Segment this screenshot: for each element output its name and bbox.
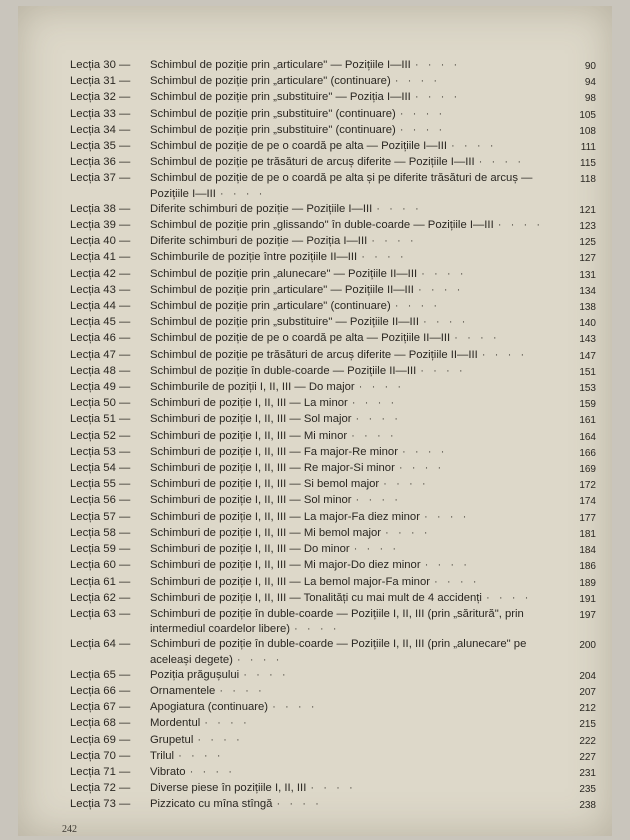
dot-leader: · · · · <box>376 202 422 215</box>
dot-leader: · · · · <box>414 91 461 104</box>
lesson-title-text: Schimburi de poziție I, II, III — Sol major <box>150 413 352 426</box>
page-ref: 191 <box>579 593 596 605</box>
page-ref: 159 <box>579 399 596 411</box>
lesson-title-text: Schimburile de poziție între pozițiile II—III <box>150 251 358 264</box>
lesson-title <box>150 155 568 170</box>
dot-leader: · · · · <box>423 510 470 523</box>
page-ref: 172 <box>579 480 596 492</box>
lesson-title <box>150 74 568 89</box>
dot-leader: · · · · <box>424 559 471 572</box>
toc-entry <box>70 429 596 445</box>
lesson-number: Lecția 40 — <box>70 235 131 248</box>
dot-leader: · · · · <box>497 219 544 232</box>
dot-leader: · · · · <box>383 478 429 491</box>
dot-leader: · · · · <box>420 364 466 377</box>
lesson-number: Lecția 30 — <box>70 59 131 71</box>
toc-entry <box>70 202 596 218</box>
lesson-title-text: Apogiatura (continuare) <box>150 701 269 714</box>
page-ref: 140 <box>579 318 596 330</box>
lesson-title <box>150 123 568 138</box>
page-ref: 235 <box>579 784 596 796</box>
dot-leader: · · · · <box>485 591 532 604</box>
lesson-title <box>150 331 568 346</box>
dot-leader: · · · · <box>371 235 417 248</box>
page-ref: 189 <box>579 577 596 589</box>
lesson-title-text: Schimbul de poziție prin „articulare" — Pozițiile II—III <box>150 283 414 296</box>
dot-leader: · · · · <box>398 462 445 475</box>
lesson-title-text: Schimbul de poziție pe trăsături de arcuș diferite — Pozițiile II—III <box>150 348 478 361</box>
page-ref: 207 <box>579 686 596 698</box>
lesson-title-text: Schimburi de poziție I, II, III — Tonalități cu mai mult de 4 accidenți <box>150 591 482 604</box>
page-ref: 118 <box>580 174 596 186</box>
page-ref: 204 <box>579 670 596 682</box>
lesson-title <box>150 558 568 573</box>
lesson-title-text: Poziția prăgușului <box>150 668 240 681</box>
toc-entry <box>70 733 596 749</box>
toc-entry <box>70 234 596 250</box>
page-ref: 121 <box>579 204 596 216</box>
dot-leader: · · · · <box>422 316 469 329</box>
lesson-title-text: Schimbul de poziție prin „substituire" — Pozițiile II—III <box>150 316 419 329</box>
dot-leader: · · · · <box>399 123 446 136</box>
lesson-number: Lecția 38 — <box>70 202 131 215</box>
lesson-title-text: Pizzicato cu mîna stîngă <box>150 798 273 811</box>
lesson-title <box>150 364 568 379</box>
lesson-number: Lecția 66 — <box>70 684 131 697</box>
lesson-number: Lecția 45 — <box>70 316 131 329</box>
lesson-title-text: Schimburi de poziție în duble-coarde — Pozițiile I, II, III (prin „alunecare" pe aceleași degete) <box>150 638 527 666</box>
lesson-number: Lecția 36 — <box>70 156 131 169</box>
page-ref: 166 <box>579 447 596 459</box>
lesson-title <box>150 684 568 699</box>
page-ref: 181 <box>579 528 596 540</box>
lesson-number: Lecția 68 — <box>70 717 131 730</box>
toc-entry <box>70 139 596 155</box>
dot-leader: · · · · <box>454 332 500 345</box>
lesson-title-text: Schimbul de poziție prin „alunecare" — Pozițiile II—III <box>150 267 418 280</box>
lesson-title <box>150 380 568 395</box>
book-page <box>18 6 612 836</box>
dot-leader: · · · · <box>189 765 236 778</box>
lesson-number: Lecția 32 — <box>70 91 131 104</box>
lesson-title <box>150 299 568 314</box>
toc-entry <box>70 315 596 331</box>
lesson-title <box>150 315 568 330</box>
lesson-number: Lecția 63 — <box>70 607 131 620</box>
page-ref: 94 <box>584 77 596 89</box>
lesson-title-text: Schimbul de poziție prin „substituire" — Poziția I—III <box>150 91 411 104</box>
lesson-title-text: Ornamentele <box>150 684 216 697</box>
lesson-title <box>150 58 568 73</box>
page-ref: 108 <box>579 125 596 137</box>
toc-entry <box>70 107 596 123</box>
toc-entry <box>70 716 596 732</box>
lesson-number: Lecția 42 — <box>70 267 131 280</box>
page-ref: 215 <box>579 719 596 731</box>
dot-leader: · · · · <box>399 107 446 120</box>
lesson-title <box>150 202 568 217</box>
page-ref: 90 <box>584 61 596 72</box>
dot-leader: · · · · <box>358 381 405 394</box>
lesson-title <box>150 607 568 637</box>
lesson-title-text: Schimburi de poziție I, II, III — Fa major-Re minor <box>150 445 398 458</box>
lesson-title-text: Schimburi de poziție I, II, III — La major-Fa diez minor <box>150 510 420 523</box>
lesson-title <box>150 348 568 363</box>
page-ref: 222 <box>579 735 596 747</box>
page-ref: 200 <box>579 640 596 652</box>
dot-leader: · · · · <box>478 156 525 169</box>
lesson-number: Lecția 48 — <box>70 364 131 377</box>
lesson-number: Lecția 64 — <box>70 638 131 651</box>
lesson-title-text: Schimbul de poziție de pe o coardă pe alta — Pozițiile II—III <box>150 332 451 345</box>
page-number: 242 <box>62 824 77 835</box>
toc-entry <box>70 445 596 461</box>
lesson-title-text: Schimburi de poziție I, II, III — Sol minor <box>150 494 352 507</box>
table-of-contents <box>70 58 596 814</box>
lesson-title-text: Schimburi de poziție I, II, III — Re major-Si minor <box>150 462 395 475</box>
dot-leader: · · · · <box>310 782 356 795</box>
toc-entry <box>70 396 596 412</box>
lesson-title <box>150 107 568 122</box>
lesson-number: Lecția 69 — <box>70 733 131 746</box>
toc-entry <box>70 591 596 607</box>
toc-entry <box>70 364 596 380</box>
lesson-title <box>150 591 568 606</box>
page-ref: 161 <box>579 415 596 427</box>
lesson-title-text: Mordentul <box>150 717 201 730</box>
toc-entry <box>70 412 596 428</box>
lesson-title <box>150 510 568 525</box>
toc-entry <box>70 267 596 283</box>
page-ref: 227 <box>579 751 596 763</box>
toc-entry <box>70 58 596 74</box>
lesson-title <box>150 765 568 780</box>
lesson-number: Lecția 47 — <box>70 348 131 361</box>
lesson-title <box>150 171 568 201</box>
lesson-title <box>150 445 568 460</box>
toc-entry <box>70 155 596 171</box>
toc-entry <box>70 461 596 477</box>
lesson-number: Lecția 72 — <box>70 782 131 795</box>
lesson-title-text: Trilul <box>150 749 175 762</box>
lesson-number: Lecția 37 — <box>70 172 131 185</box>
dot-leader: · · · · <box>401 445 448 458</box>
lesson-title-text: Diverse piese în pozițiile I, II, III <box>150 782 307 795</box>
toc-entry <box>70 749 596 765</box>
lesson-number: Lecția 34 — <box>70 123 131 136</box>
lesson-title-text: Schimburi de poziție I, II, III — Mi bemol major <box>150 526 382 539</box>
dot-leader: · · · · <box>243 668 289 681</box>
toc-entry <box>70 348 596 364</box>
lesson-title-text: Schimburi de poziție I, II, III — La bemol major-Fa minor <box>150 575 431 588</box>
toc-entry <box>70 684 596 700</box>
dot-leader: · · · · <box>178 749 224 762</box>
toc-entry <box>70 299 596 315</box>
dot-leader: · · · · <box>355 494 402 507</box>
page-ref: 115 <box>580 158 596 170</box>
lesson-number: Lecția 43 — <box>70 283 131 296</box>
lesson-title-text: Grupetul <box>150 733 194 746</box>
toc-entry <box>70 797 596 813</box>
toc-entry <box>70 526 596 542</box>
page-ref: 111 <box>580 142 596 154</box>
lesson-title <box>150 797 568 812</box>
lesson-title <box>150 700 568 715</box>
toc-entry <box>70 90 596 106</box>
dot-leader: · · · · <box>294 623 340 636</box>
page-ref: 177 <box>579 512 596 524</box>
lesson-title-text: Schimburi de poziție I, II, III — Si bemol major <box>150 478 380 491</box>
lesson-number: Lecția 61 — <box>70 575 131 588</box>
dot-leader: · · · · <box>351 397 398 410</box>
lesson-title-text: Schimburile de poziții I, II, III — Do major <box>150 381 355 394</box>
lesson-title <box>150 716 568 731</box>
lesson-title-text: Schimbul de poziție prin „substituire" (continuare) <box>150 123 396 136</box>
page-ref: 238 <box>579 800 596 812</box>
dot-leader: · · · · <box>451 140 497 153</box>
lesson-title <box>150 526 568 541</box>
page-ref: 98 <box>584 93 596 105</box>
lesson-number: Lecția 49 — <box>70 381 131 394</box>
page-ref: 125 <box>579 237 596 249</box>
lesson-number: Lecția 46 — <box>70 332 131 345</box>
lesson-number: Lecția 41 — <box>70 251 131 264</box>
lesson-title-text: Schimbul de poziție prin „articulare" — Pozițiile I—III <box>150 59 411 71</box>
dot-leader: · · · · <box>276 798 322 811</box>
lesson-title <box>150 234 568 249</box>
lesson-number: Lecția 53 — <box>70 445 131 458</box>
lesson-number: Lecția 52 — <box>70 429 131 442</box>
lesson-title <box>150 733 568 748</box>
dot-leader: · · · · <box>204 717 250 730</box>
lesson-number: Lecția 35 — <box>70 140 131 153</box>
dot-leader: · · · · <box>351 429 397 442</box>
lesson-title <box>150 250 568 265</box>
lesson-title <box>150 139 568 154</box>
dot-leader: · · · · <box>353 543 400 556</box>
lesson-number: Lecția 44 — <box>70 300 131 313</box>
dot-leader: · · · · <box>355 413 402 426</box>
lesson-number: Lecția 51 — <box>70 413 131 426</box>
lesson-title <box>150 396 568 411</box>
lesson-title-text: Diferite schimburi de poziție — Poziția I—III <box>150 235 368 248</box>
page-ref: 231 <box>579 767 596 779</box>
page-ref: 131 <box>579 269 596 281</box>
page-ref: 212 <box>579 703 596 715</box>
page-ref: 164 <box>579 431 596 443</box>
toc-entry <box>70 123 596 139</box>
lesson-title <box>150 575 568 590</box>
lesson-title <box>150 218 568 233</box>
dot-leader: · · · · <box>385 526 431 539</box>
page-ref: 197 <box>579 609 596 621</box>
lesson-number: Lecția 54 — <box>70 462 131 475</box>
lesson-title-text: Schimbul de poziție de pe o coardă pe alta și pe diferite trăsături de arcuș — Pozițiile I—III <box>150 172 533 200</box>
dot-leader: · · · · <box>417 283 464 296</box>
toc-entry <box>70 250 596 266</box>
lesson-number: Lecția 33 — <box>70 107 131 120</box>
lesson-title <box>150 429 568 444</box>
toc-entry <box>70 765 596 781</box>
dot-leader: · · · · <box>481 348 528 361</box>
dot-leader: · · · · <box>219 187 266 200</box>
lesson-title <box>150 412 568 427</box>
lesson-number: Lecția 67 — <box>70 701 131 714</box>
page-ref: 138 <box>579 302 596 314</box>
toc-entry <box>70 575 596 591</box>
page-ref: 174 <box>579 496 596 508</box>
lesson-title <box>150 668 568 683</box>
lesson-title-text: Schimburi de poziție în duble-coarde — Pozițiile I, II, III (prin „săritură", prin intermediul coardelor libere) <box>150 607 524 636</box>
page-ref: 153 <box>579 383 596 395</box>
lesson-title-text: Schimbul de poziție prin „articulare" (continuare) <box>150 300 391 313</box>
lesson-title-text: Diferite schimburi de poziție — Pozițiile I—III <box>150 202 373 215</box>
lesson-number: Lecția 57 — <box>70 510 131 523</box>
page-ref: 105 <box>579 109 596 121</box>
dot-leader: · · · · <box>361 251 407 264</box>
lesson-number: Lecția 70 — <box>70 749 131 762</box>
lesson-title-text: Schimburi de poziție I, II, III — Mi major-Do diez minor <box>150 559 421 572</box>
page-ref: 147 <box>579 350 596 362</box>
toc-entry <box>70 171 596 201</box>
page-ref: 184 <box>579 545 596 557</box>
toc-entry <box>70 331 596 347</box>
lesson-title <box>150 477 568 492</box>
lesson-number: Lecția 65 — <box>70 668 131 681</box>
lesson-number: Lecția 73 — <box>70 798 131 811</box>
dot-leader: · · · · <box>394 75 441 88</box>
lesson-title-text: Vibrato <box>150 765 186 778</box>
lesson-number: Lecția 56 — <box>70 494 131 507</box>
page-ref: 134 <box>579 285 596 297</box>
lesson-number: Lecția 62 — <box>70 591 131 604</box>
toc-entry <box>70 668 596 684</box>
lesson-title-text: Schimbul de poziție pe trăsături de arcuș diferite — Pozițiile I—III <box>150 156 475 169</box>
toc-entry <box>70 700 596 716</box>
lesson-title <box>150 267 568 282</box>
dot-leader: · · · · <box>421 267 467 280</box>
dot-leader: · · · · <box>414 59 461 71</box>
lesson-title <box>150 90 568 105</box>
toc-entry <box>70 218 596 234</box>
lesson-title <box>150 542 568 557</box>
lesson-title <box>150 461 568 476</box>
toc-entry <box>70 542 596 558</box>
lesson-number: Lecția 59 — <box>70 543 131 556</box>
dot-leader: · · · · <box>219 684 265 697</box>
lesson-number: Lecția 31 — <box>70 75 131 88</box>
lesson-title <box>150 637 568 667</box>
toc-entry <box>70 637 596 667</box>
lesson-title <box>150 749 568 764</box>
toc-entry <box>70 283 596 299</box>
lesson-title <box>150 283 568 298</box>
lesson-number: Lecția 55 — <box>70 478 131 491</box>
dot-leader: · · · · <box>272 701 318 714</box>
page-ref: 151 <box>579 366 596 378</box>
page-ref: 123 <box>579 221 596 233</box>
lesson-number: Lecția 71 — <box>70 765 131 778</box>
dot-leader: · · · · <box>236 653 283 666</box>
toc-entry <box>70 558 596 574</box>
lesson-title-text: Schimbul de poziție prin „articulare" (continuare) <box>150 75 391 88</box>
lesson-title-text: Schimbul de poziție în duble-coarde — Pozițiile II—III <box>150 364 417 377</box>
lesson-title-text: Schimburi de poziție I, II, III — Do minor <box>150 543 350 556</box>
dot-leader: · · · · <box>197 733 243 746</box>
page-ref: 127 <box>579 253 596 265</box>
lesson-title <box>150 781 568 796</box>
lesson-number: Lecția 50 — <box>70 397 131 410</box>
lesson-title-text: Schimbul de poziție de pe o coardă pe alta — Pozițiile I—III <box>150 140 448 153</box>
toc-entry <box>70 781 596 797</box>
lesson-title-text: Schimbul de poziție prin „substituire" (continuare) <box>150 107 396 120</box>
dot-leader: · · · · <box>434 575 480 588</box>
toc-entry <box>70 477 596 493</box>
toc-entry <box>70 74 596 90</box>
toc-entry <box>70 510 596 526</box>
page-ref: 143 <box>579 334 596 346</box>
lesson-title-text: Schimburi de poziție I, II, III — Mi minor <box>150 429 348 442</box>
toc-entry <box>70 380 596 396</box>
toc-entry <box>70 493 596 509</box>
lesson-title-text: Schimburi de poziție I, II, III — La minor <box>150 397 348 410</box>
lesson-number: Lecția 58 — <box>70 526 131 539</box>
lesson-number: Lecția 39 — <box>70 219 131 232</box>
page-ref: 186 <box>579 561 596 573</box>
page-ref: 169 <box>579 464 596 476</box>
lesson-number: Lecția 60 — <box>70 559 131 572</box>
lesson-title <box>150 493 568 508</box>
toc-entry <box>70 607 596 637</box>
dot-leader: · · · · <box>394 300 441 313</box>
lesson-title-text: Schimbul de poziție prin „glissando" în duble-coarde — Pozițiile I—III <box>150 219 494 232</box>
